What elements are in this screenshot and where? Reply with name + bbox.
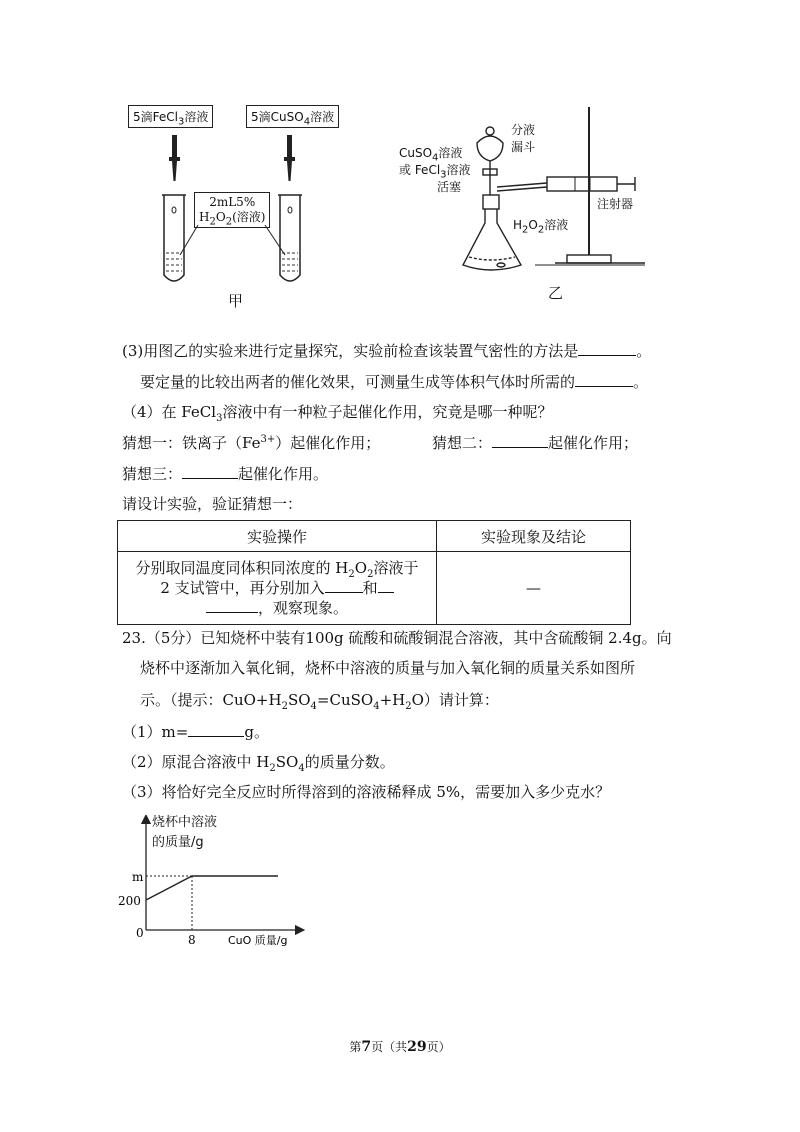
table-blank-1[interactable]	[325, 578, 363, 593]
table-blank-2[interactable]	[378, 578, 394, 593]
h2o2-label-box: 2mL5% $H_2O_2$(溶液)	[194, 192, 270, 228]
experiment-table	[117, 520, 631, 625]
q4-blank-guess3[interactable]	[182, 464, 238, 479]
chart-svg	[110, 815, 310, 955]
q4-guess3: 猜想三： 起催化作用。	[122, 465, 329, 483]
q4-design: 请设计实验，验证猜想一：	[122, 495, 303, 513]
cuso4-label-box: 5滴CuSO$_4$溶液	[246, 105, 339, 128]
q3-line2: 要定量的比较出两者的催化效果，可测量生成等体积气体时所需的 。	[140, 373, 649, 391]
test-tubes-drawing	[150, 125, 330, 295]
page-footer: 第7页（共29页）	[349, 1039, 451, 1055]
table-header-result: 实验现象及结论	[437, 521, 631, 552]
chart-xtick-0: 0	[136, 926, 144, 940]
test-tube-right	[278, 195, 302, 281]
q23-sub3: （3）将恰好完全反应时所得溶到的溶液稀释成 5%，需要加入多少克水？	[122, 783, 611, 801]
fecl3-label-box: 5滴FeCl$_3$溶液	[128, 105, 213, 128]
q3-line1: (3)用图乙的实验来进行定量探究，实验前检查该装置气密性的方法是 。	[122, 342, 652, 360]
chart-series-line	[146, 876, 278, 900]
solution-label: CuSO$_4$溶液 或 FeCl$_3$溶液 活塞	[399, 146, 471, 194]
q23-line2: 烧杯中逐渐加入氧化铜，烧杯中溶液的质量与加入氧化铜的质量关系如图所	[140, 659, 636, 677]
q23-blank-m[interactable]	[188, 722, 244, 737]
dropper-left	[169, 135, 180, 181]
q23-line1: 23.（5分）已知烧杯中装有100g 硫酸和硫酸铜混合溶液，其中含硫酸铜 2.4g。向	[122, 629, 672, 647]
q4-blank-guess2[interactable]	[492, 433, 548, 448]
dropper-right	[284, 135, 295, 181]
footer-page-total: 29	[407, 1039, 427, 1055]
footer-page-number: 7	[361, 1039, 372, 1055]
table-header-row	[118, 521, 631, 552]
chart-ytick-200: 200	[118, 894, 141, 908]
syringe-label: 注射器	[597, 197, 634, 211]
chart-ylabel: 烧杯中溶液 的质量/g	[152, 815, 218, 850]
table-cell-op: 分别取同温度同体积同浓度的 $H_2O_2$溶液于 2 支试管中，再分别加入 和 ，观察现象。	[118, 552, 437, 625]
chart-xlabel: CuO 质量/g	[228, 934, 288, 947]
figure-jia-caption: 甲	[228, 292, 244, 310]
q23-sub1: （1）m= g。	[122, 723, 269, 741]
q4-guess1: 猜想一：铁离子$(Fe^{3+})$起催化作用；	[122, 434, 381, 452]
figure-yi-caption: 乙	[548, 284, 564, 302]
q3-blank-2[interactable]	[575, 372, 633, 387]
test-tube-left	[162, 195, 186, 281]
funnel-label: 分液 漏斗	[511, 123, 536, 154]
apparatus-drawing	[455, 105, 655, 280]
h2o2-solution-label: $H_2O_2$溶液	[513, 218, 569, 236]
q23-sub2: （2）原混合溶液中 $H_2SO_4$的质量分数。	[122, 753, 395, 774]
table-row	[118, 552, 631, 625]
table-header-op: 实验操作	[118, 521, 437, 552]
table-blank-3[interactable]	[206, 598, 258, 613]
q23-line3: 示。（提示：$CuO+H_2SO_4=CuSO_4+H_2O$）请计算：	[140, 691, 499, 712]
table-cell-result: —	[437, 552, 631, 625]
q4-line1: （4）在 FeCl$_3$溶液中有一种粒子起催化作用，究竟是哪一种呢？	[122, 403, 553, 424]
chart-ytick-m: m	[132, 870, 144, 884]
chart-xtick-8: 8	[188, 933, 196, 947]
q3-blank-1[interactable]	[578, 341, 636, 356]
q4-guess2: 猜想二： 起催化作用；	[432, 434, 639, 452]
